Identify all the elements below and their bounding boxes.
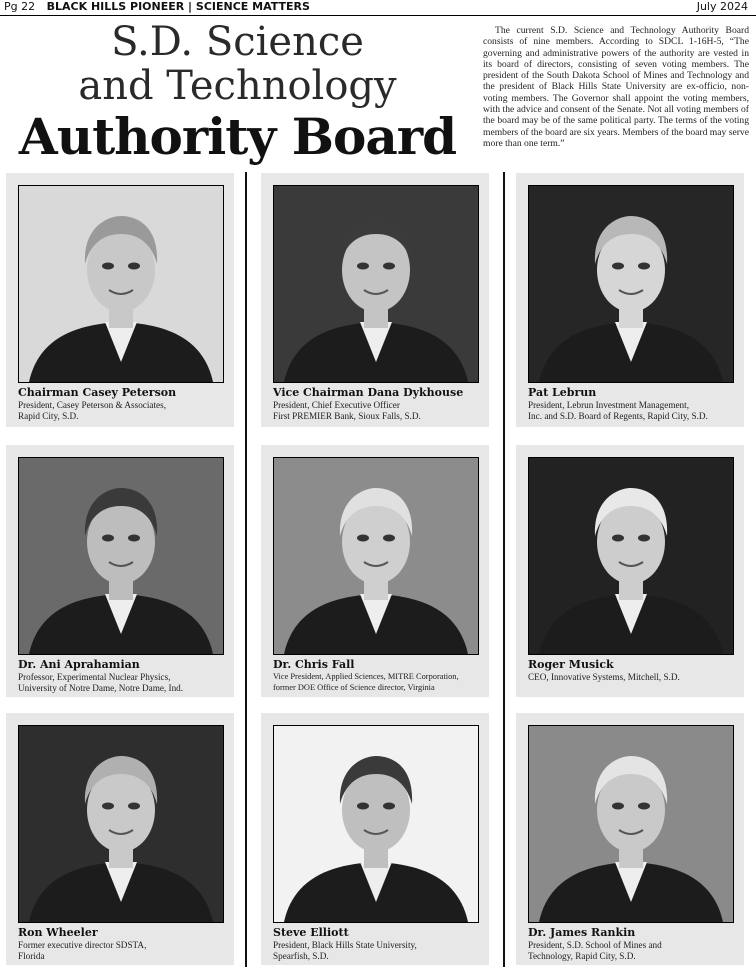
member-name: Dr. Chris Fall (273, 658, 355, 671)
member-card (516, 713, 744, 965)
portrait-james-rankin (528, 725, 734, 923)
member-role-line-2: Rapid City, S.D. (18, 410, 79, 421)
headline-line-3: Authority Board (18, 107, 457, 166)
member-role-line-2: former DOE Office of Science director, Virginia (273, 682, 435, 692)
portrait-illustration (274, 186, 478, 382)
column-rule-1 (245, 172, 247, 967)
member-name: Ron Wheeler (18, 926, 98, 939)
member-role-line-1: Former executive director SDSTA, (18, 940, 147, 950)
member-card (6, 713, 234, 965)
member-role-line-1: President, Lebrun Investment Management, (528, 400, 689, 410)
portrait-illustration (19, 458, 223, 654)
portrait-illustration (19, 726, 223, 922)
publication-section: BLACK HILLS PIONEER | SCIENCE MATTERS (46, 0, 310, 13)
member-role (528, 940, 740, 961)
intro-paragraph (483, 25, 749, 149)
portrait-ron-wheeler (18, 725, 224, 923)
member-card (6, 173, 234, 427)
member-role-line-2: Florida (18, 950, 45, 961)
member-name: Steve Elliott (273, 926, 349, 939)
member-card (516, 173, 744, 427)
member-role-line-1: President, Black Hills State University, (273, 940, 417, 950)
member-role (273, 400, 485, 421)
member-role-line-2: University of Notre Dame, Notre Dame, Ind. (18, 682, 184, 693)
portrait-illustration (274, 458, 478, 654)
portrait-illustration (529, 726, 733, 922)
headline-line-1: S.D. Science (111, 19, 364, 65)
member-role-line-2: Inc. and S.D. Board of Regents, Rapid City, S.D. (528, 410, 708, 421)
member-role (528, 672, 740, 683)
member-name: Vice Chairman Dana Dykhouse (273, 386, 464, 399)
member-role-line-2: First PREMIER Bank, Sioux Falls, S.D. (273, 410, 421, 421)
portrait-steve-elliott (273, 725, 479, 923)
issue-date: July 2024 (696, 0, 748, 13)
portrait-roger-musick (528, 457, 734, 655)
member-role (273, 672, 485, 693)
intro-text: The current S.D. Science and Technology Authority Board consists of nine members. According to SDCL 1-16H-5, “The governing and administrative powers of the authority are vested in its board of directors, consisting of seven voting members. The president of the South Dakota School of Mines and Technology and the president of Black Hills State University are ex-officio, non-voting members. The Governor shall appoint the voting members, with the advice and consent of the Senate. Not all voting members of the board may be of the same political party. The terms of the voting members of the board are six years. Members of the board may serve more than one term.” (483, 25, 749, 149)
column-rule-2 (503, 172, 505, 967)
headline-line-2: and Technology (78, 63, 397, 109)
portrait-casey-peterson (18, 185, 224, 383)
portrait-pat-lebrun (528, 185, 734, 383)
member-role-line-1: Vice President, Applied Sciences, MITRE Corporation, (273, 672, 459, 681)
portrait-ani-aprahamian (18, 457, 224, 655)
member-name: Chairman Casey Peterson (18, 386, 177, 399)
member-name: Dr. Ani Aprahamian (18, 658, 140, 671)
portrait-illustration (529, 186, 733, 382)
headline (10, 20, 465, 166)
member-role-line-1: CEO, Innovative Systems, Mitchell, S.D. (528, 672, 680, 682)
member-role (18, 672, 230, 693)
member-role (18, 940, 230, 961)
member-role-line-2: Spearfish, S.D. (273, 950, 329, 961)
member-card (516, 445, 744, 697)
member-name: Dr. James Rankin (528, 926, 636, 939)
member-role (273, 940, 485, 961)
member-name: Pat Lebrun (528, 386, 597, 399)
page-header (0, 0, 756, 16)
member-role-line-1: President, S.D. School of Mines and (528, 940, 662, 950)
page-number: Pg 22 (4, 0, 36, 13)
portrait-dana-dykhouse (273, 185, 479, 383)
member-card (6, 445, 234, 697)
member-card (261, 713, 489, 965)
member-role-line-1: Professor, Experimental Nuclear Physics, (18, 672, 171, 682)
portrait-illustration (529, 458, 733, 654)
portrait-illustration (19, 186, 223, 382)
member-role-line-1: President, Casey Peterson & Associates, (18, 400, 166, 410)
member-name: Roger Musick (528, 658, 614, 671)
portrait-illustration (274, 726, 478, 922)
member-role-line-1: President, Chief Executive Officer (273, 400, 400, 410)
header-left (4, 0, 310, 13)
member-card (261, 173, 489, 427)
member-role (18, 400, 230, 421)
member-role (528, 400, 740, 421)
member-card (261, 445, 489, 697)
member-role-line-2: Technology, Rapid City, S.D. (528, 950, 636, 961)
portrait-chris-fall (273, 457, 479, 655)
